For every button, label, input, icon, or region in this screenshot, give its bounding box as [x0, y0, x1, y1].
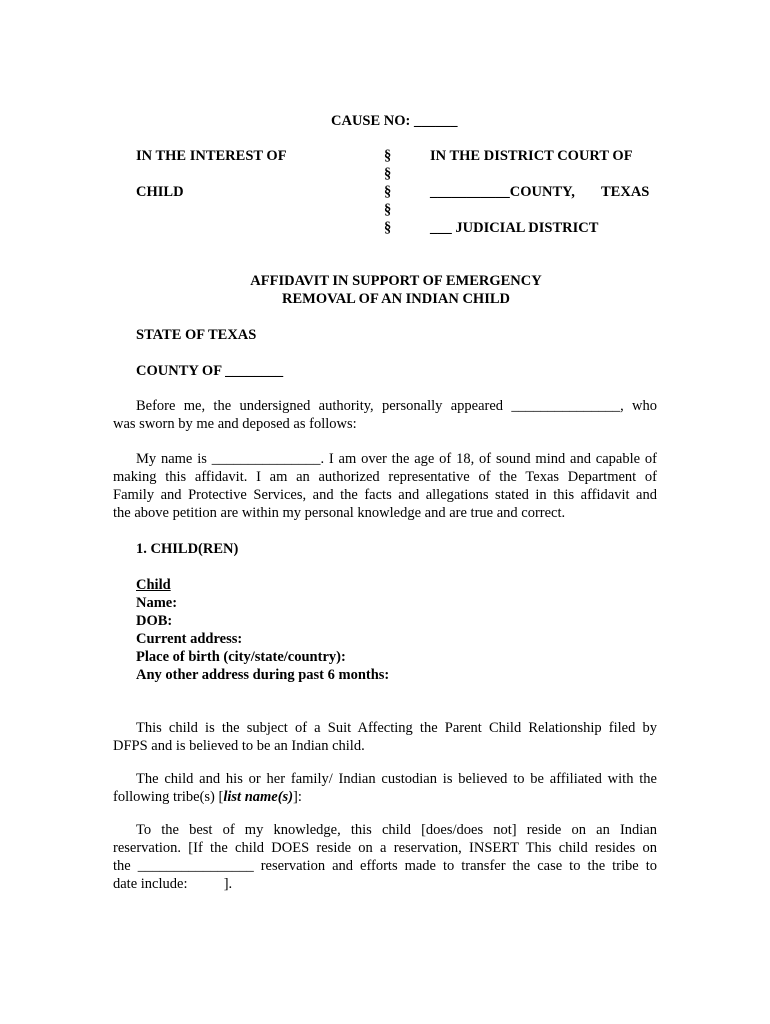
section-mark: § — [384, 202, 392, 218]
field-current-address: Current address: — [136, 631, 243, 647]
tribe-line-2 — [113, 788, 657, 806]
caption-state: TEXAS — [601, 184, 650, 200]
statement-line-3: Family and Protective Services, and the facts and allegations stated in this affidavit and — [113, 487, 657, 503]
venue-state: STATE OF TEXAS — [136, 327, 257, 343]
suit-line-2: DFPS and is believed to be an Indian child. — [113, 738, 365, 754]
caption-county-blank: ___________COUNTY, — [430, 184, 575, 200]
intro-line-2: was sworn by me and deposed as follows: — [113, 416, 357, 432]
section-heading-children: 1. CHILD(REN) — [136, 541, 239, 557]
intro-paragraph — [113, 397, 657, 433]
child-label: Child — [136, 577, 171, 593]
caption-child: CHILD — [136, 184, 184, 200]
cause-number: CAUSE NO: ______ — [331, 113, 458, 129]
suit-paragraph — [113, 719, 657, 755]
statement-line-1: My name is _______________. I am over the age of 18, of sound mind and capable of — [136, 451, 657, 467]
field-other-address: Any other address during past 6 months: — [136, 667, 390, 683]
tribe-line-1: The child and his or her family/ Indian custodian is believed to be affiliated with the — [136, 771, 657, 787]
caption-interest-of: IN THE INTEREST OF — [136, 148, 287, 164]
tribe-line-2-post: ]: — [293, 789, 302, 805]
field-name: Name: — [136, 595, 178, 611]
title-line-2: REMOVAL OF AN INDIAN CHILD — [282, 291, 510, 307]
caption-district-court: IN THE DISTRICT COURT OF — [430, 148, 633, 164]
section-mark: § — [384, 220, 392, 236]
field-dob: DOB: — [136, 613, 173, 629]
reservation-line-2: reservation. [If the child DOES reside on a reservation, INSERT This child resides on — [113, 840, 657, 856]
section-mark: § — [384, 184, 392, 200]
caption-judicial-district: ___ JUDICIAL DISTRICT — [430, 220, 599, 236]
section-mark: § — [384, 166, 392, 182]
reservation-line-4: date include: ]. — [113, 876, 233, 892]
statement-paragraph — [113, 450, 657, 522]
field-place-of-birth: Place of birth (city/state/country): — [136, 649, 346, 665]
intro-line-1: Before me, the undersigned authority, personally appeared _______________, who — [136, 398, 657, 414]
section-mark: § — [384, 148, 392, 164]
venue-county: COUNTY OF ________ — [136, 363, 284, 379]
statement-line-2: making this affidavit. I am an authorized representative of the Texas Department of — [113, 469, 657, 485]
statement-line-4: the above petition are within my personal knowledge and are true and correct. — [113, 505, 566, 521]
title-line-1: AFFIDAVIT IN SUPPORT OF EMERGENCY — [250, 273, 542, 289]
reservation-line-3: the ________________ reservation and efforts made to transfer the case to the tribe to — [113, 858, 657, 874]
reservation-paragraph — [113, 821, 657, 893]
tribe-line-2-pre: following tribe(s) [ — [113, 789, 224, 805]
tribe-list-names: list name(s) — [223, 789, 294, 805]
tribe-paragraph — [113, 770, 657, 806]
reservation-line-1: To the best of my knowledge, this child [does/does not] reside on an Indian — [136, 822, 657, 838]
suit-line-1: This child is the subject of a Suit Affecting the Parent Child Relationship filed by — [136, 720, 657, 736]
